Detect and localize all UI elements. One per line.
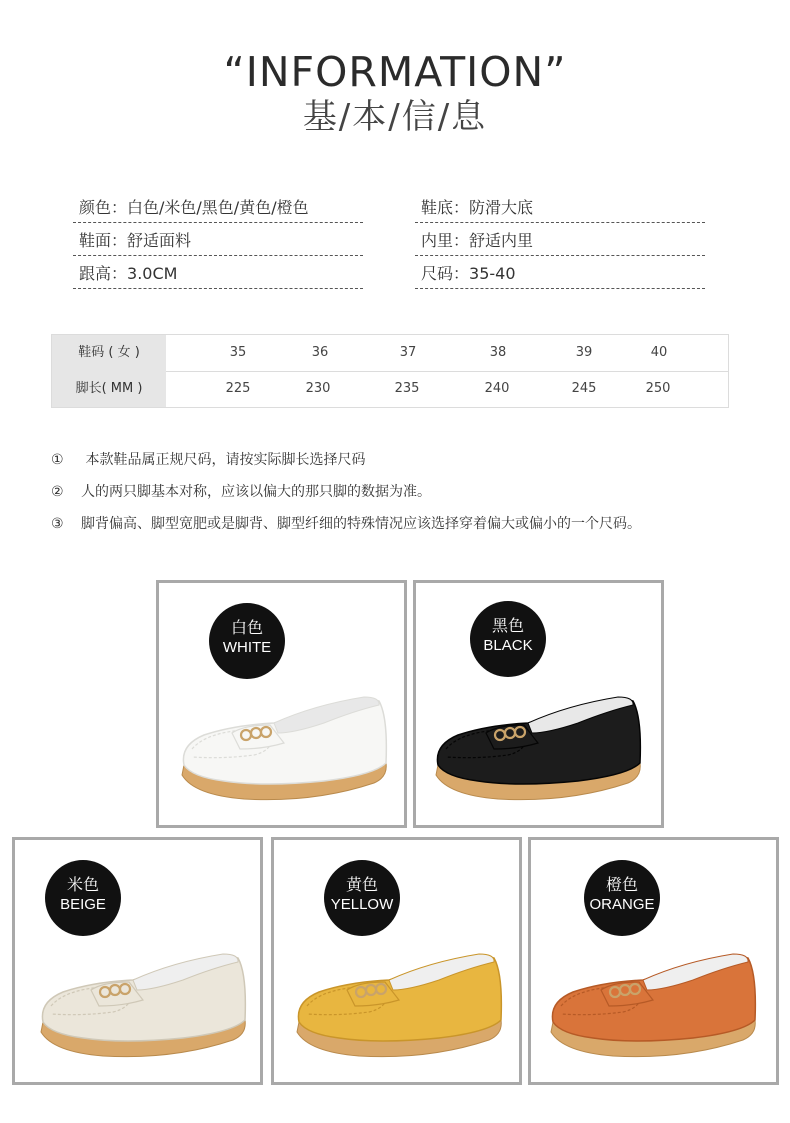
spec-size-range [415, 260, 705, 289]
spec-sole [415, 194, 705, 223]
size-cell: 39 [575, 345, 593, 360]
color-name-cn: 黑色 [491, 616, 524, 635]
note-text: 脚背偏高、脚型宽肥或是脚背、脚型纤细的特殊情况应该选择穿着偏大或偏小的一个尺码。 [81, 516, 641, 532]
size-cell: 37 [399, 345, 417, 360]
shoe-image-black [428, 683, 648, 813]
spec-heel-height [73, 260, 363, 289]
spec-value: 35-40 [469, 264, 516, 283]
spec-label: 尺码： [421, 264, 470, 283]
note-text: 本款鞋品属正规尺码，请按实际脚长选择尺码 [81, 452, 366, 468]
spec-value: 3.0CM [127, 264, 178, 283]
shoe-image-white [174, 683, 394, 813]
length-cell: 230 [305, 381, 331, 396]
color-panel-beige [12, 837, 263, 1085]
size-cell: 36 [311, 345, 329, 360]
spec-lining [415, 227, 705, 256]
color-panel-white [156, 580, 407, 828]
color-name-cn: 白色 [230, 618, 263, 637]
size-note-3 [51, 514, 641, 534]
spec-value: 舒适内里 [469, 231, 534, 250]
size-chart-table [51, 334, 729, 408]
spec-label: 内里： [421, 231, 470, 250]
note-text: 人的两只脚基本对称，应该以偏大的那只脚的数据为准。 [81, 484, 431, 500]
foot-length-header: 脚长( MM ) [52, 371, 166, 407]
shoe-image-beige [33, 940, 253, 1070]
size-cell: 38 [489, 345, 507, 360]
spec-value: 白色/米色/黑色/黄色/橙色 [127, 198, 309, 217]
color-name-en: BEIGE [60, 896, 106, 913]
color-name-cn: 黄色 [345, 875, 378, 894]
size-cell: 40 [650, 345, 668, 360]
length-cell: 240 [484, 381, 510, 396]
color-panel-orange [528, 837, 779, 1085]
spec-color [73, 194, 363, 223]
color-name-en: WHITE [222, 639, 272, 656]
length-cell: 225 [225, 381, 251, 396]
color-name-en: ORANGE [589, 896, 655, 913]
spec-label: 鞋底： [421, 198, 470, 217]
page-title-en: “INFORMATION” [223, 48, 567, 96]
length-cell: 250 [645, 381, 671, 396]
color-badge [470, 601, 546, 677]
color-panel-yellow [271, 837, 522, 1085]
size-note-2 [51, 482, 431, 502]
spec-label: 跟高： [79, 264, 128, 283]
color-name-en: YELLOW [330, 896, 394, 913]
color-name-en: BLACK [483, 637, 533, 654]
color-badge [584, 860, 660, 936]
color-badge [324, 860, 400, 936]
spec-value: 舒适面料 [127, 231, 192, 250]
foot-length-row [52, 371, 728, 407]
shoe-image-orange [543, 940, 763, 1070]
note-number: ② [51, 484, 64, 500]
spec-upper [73, 227, 363, 256]
size-row-header: 鞋码 ( 女 ) [52, 335, 166, 371]
color-badge [45, 860, 121, 936]
length-cell: 245 [571, 381, 597, 396]
page-title-cn: 基/本/信/息 [302, 97, 488, 137]
size-cell: 35 [229, 345, 247, 360]
length-cell: 235 [394, 381, 420, 396]
spec-label: 鞋面： [79, 231, 128, 250]
size-note-1 [51, 450, 365, 470]
note-number: ③ [51, 516, 64, 532]
color-name-cn: 橙色 [605, 875, 638, 894]
spec-label: 颜色： [79, 198, 128, 217]
note-number: ① [51, 452, 64, 468]
shoe-image-yellow [289, 940, 509, 1070]
size-row [52, 335, 728, 372]
spec-value: 防滑大底 [469, 198, 534, 217]
color-panel-black [413, 580, 664, 828]
color-name-cn: 米色 [66, 875, 99, 894]
color-badge [209, 603, 285, 679]
